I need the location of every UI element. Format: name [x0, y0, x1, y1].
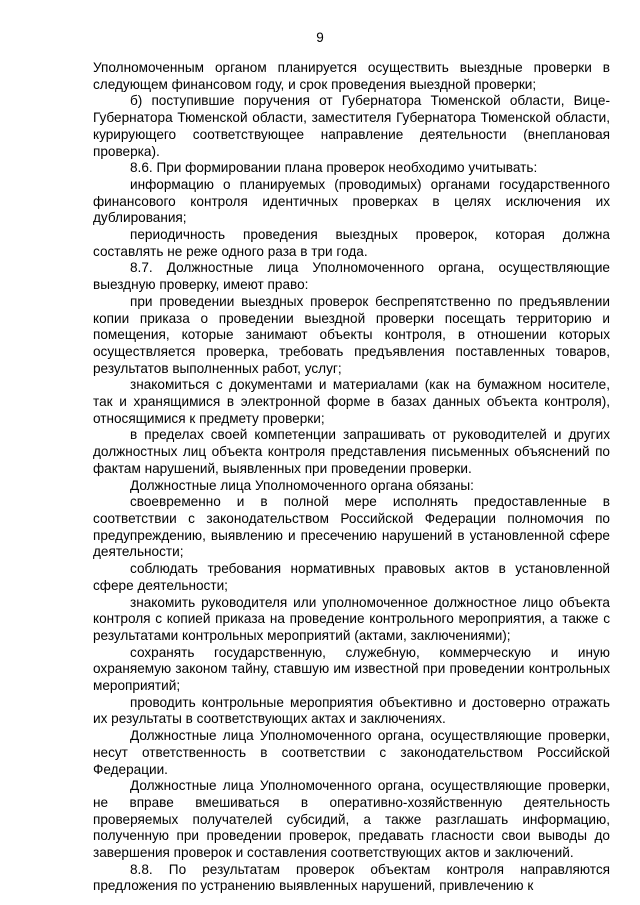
paragraph: в пределах своей компетенции запрашивать от руководителей и других должностных лиц объекта контроля представления письменных объяснений по фактам нарушений, выявленных при проведении проверки. — [93, 427, 610, 476]
paragraph: знакомить руководителя или уполномоченное должностное лицо объекта контроля с копией приказа на проведение контрольного мероприятия, а также с результатами контрольных мероприятий (актами, заключениями); — [93, 594, 610, 643]
paragraph: Должностные лица Уполномоченного органа, осуществляющие проверки, несут ответственность в соответствии с законодательством Российской Федерации. — [93, 728, 610, 777]
document-body — [93, 60, 610, 895]
paragraph: соблюдать требования нормативных правовых актов в установленной сфере деятельности; — [93, 561, 610, 593]
paragraph: 8.6. При формировании плана проверок необходимо учитывать: — [130, 160, 538, 176]
paragraph: своевременно и в полной мере исполнять предоставленные в соответствии с законодательством Российской Федерации полномочия по предупреждению, выявлению и пресечению нарушений в установленной сфере деятельности; — [93, 494, 610, 560]
paragraph: периодичность проведения выездных проверок, которая должна составлять не реже одного раза в три года. — [93, 227, 610, 259]
paragraph: 8.7. Должностные лица Уполномоченного органа, осуществляющие выездную проверку, имеют право: — [93, 260, 610, 293]
paragraph: при проведении выездных проверок беспрепятственно по предъявлении копии приказа о проведении выездной проверки посещать территорию и помещения, которые занимают объекты контроля, в отношении которых осуществляется проверка, требовать предъявления поставленных товаров, результатов выполненных работ, услуг; — [93, 293, 610, 376]
paragraph: информацию о планируемых (проводимых) органами государственного финансового контроля идентичных проверках в целях исключения их дублирования; — [93, 176, 610, 226]
paragraph: знакомиться с документами и материалами (как на бумажном носителе, так и хранящимися в электронной форме в базах данных объекта контроля), относящимися к предмету проверки; — [93, 377, 610, 426]
paragraph: Должностные лица Уполномоченного органа обязаны: — [130, 477, 474, 493]
paragraph: Уполномоченным органом планируется осуществить выездные проверки в следующем финансовом году, и срок проведения выездной проверки; — [93, 60, 610, 92]
page-number: 9 — [316, 30, 324, 45]
paragraph: б) поступившие поручения от Губернатора Тюменской области, Вице-Губернатора Тюменской области, заместителя Губернатора Тюменской области, курирующего соответствующее направление деятельности (внеплановая проверка). — [93, 93, 610, 159]
paragraph: 8.8. По результатам проверок объектам контроля направляются предложения по устранению выявленных нарушений, привлечению к — [93, 861, 610, 894]
paragraph: проводить контрольные мероприятия объективно и достоверно отражать их результаты в соответствующих актах и заключениях. — [93, 694, 610, 727]
paragraph: Должностные лица Уполномоченного органа, осуществляющие проверки, не вправе вмешиваться в оперативно-хозяйственную деятельность проверяемых получателей субсидий, а также разглашать информацию, полученную при проведении проверок, предавать гласности свои выводы до завершения проверок и составления соответствующих актов и заключений. — [93, 778, 610, 861]
paragraph: сохранять государственную, служебную, коммерческую и иную охраняемую законом тайну, ставшую им известной при проведении контрольных мероприятий; — [93, 644, 610, 694]
